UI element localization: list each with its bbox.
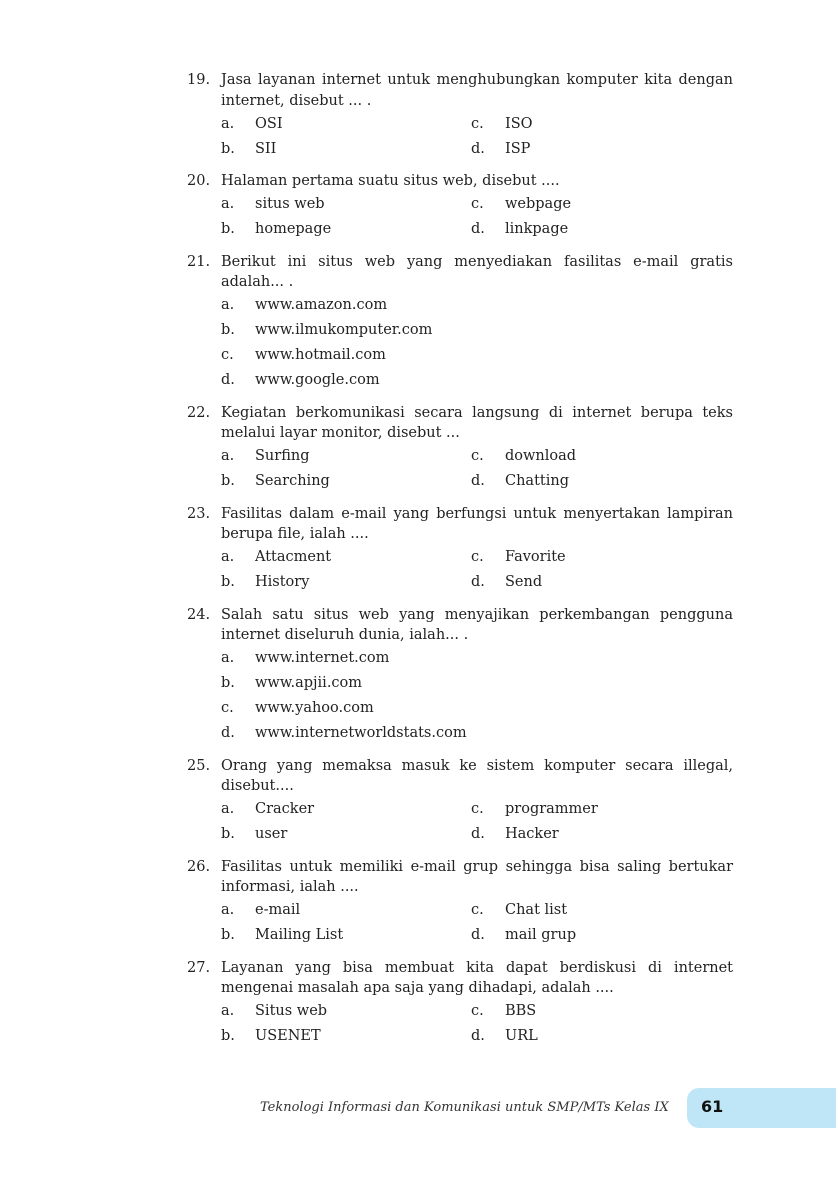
- option-b: b. Mailing List: [221, 927, 344, 943]
- option-b: b. homepage: [221, 221, 332, 237]
- question-23: [187, 504, 733, 595]
- option-d: d. linkpage: [471, 221, 569, 237]
- option-a: a. Cracker: [221, 801, 315, 817]
- question-text: Salah satu situs web yang menyajikan perkembangan pengguna internet diseluruh dunia, ialah... .: [221, 606, 733, 643]
- question-number: 21.: [187, 253, 211, 270]
- question-27: [187, 958, 733, 1049]
- option-d: d. ISP: [471, 140, 531, 157]
- option-c: c. programmer: [471, 801, 598, 817]
- option-a: a. OSI: [221, 115, 283, 132]
- option-b: b. www.apjii.com: [221, 675, 363, 691]
- question-text: Halaman pertama suatu situs web, disebut ....: [221, 173, 560, 189]
- option-d: d. Send: [471, 574, 543, 590]
- option-a: a. e-mail: [221, 902, 301, 918]
- option-d: d. www.internetworldstats.com: [221, 725, 467, 741]
- question-number: 20.: [187, 173, 211, 189]
- question-20: [187, 171, 733, 242]
- question-text: Berikut ini situs web yang menyediakan fasilitas e-mail gratis adalah... .: [221, 253, 733, 290]
- question-text: Jasa layanan internet untuk menghubungkan komputer kita dengan internet, disebut ... .: [221, 72, 733, 109]
- option-c: c. BBS: [471, 1003, 537, 1019]
- question-list: [187, 70, 733, 1059]
- question-25: [187, 756, 733, 847]
- question-number: 22.: [187, 404, 211, 421]
- option-c: c. Favorite: [471, 549, 566, 565]
- option-b: b. user: [221, 826, 288, 842]
- option-b: b. www.ilmukomputer.com: [221, 322, 433, 338]
- question-number: 23.: [187, 505, 211, 522]
- question-text: Orang yang memaksa masuk ke sistem komputer secara illegal, disebut....: [221, 757, 733, 794]
- option-c: c. ISO: [471, 115, 533, 132]
- option-a: a. situs web: [221, 196, 325, 212]
- question-21: [187, 252, 733, 393]
- option-b: b. Searching: [221, 473, 330, 489]
- book-title-footer: Teknologi Informasi dan Komunikasi untuk SMP/MTs Kelas IX: [260, 1100, 669, 1115]
- question-text: Fasilitas untuk memiliki e-mail grup sehingga bisa saling bertukar informasi, ialah ....: [221, 858, 733, 895]
- option-c: c. www.hotmail.com: [221, 347, 386, 363]
- question-24: [187, 605, 733, 746]
- question-number: 26.: [187, 858, 211, 875]
- option-b: b. USENET: [221, 1028, 321, 1044]
- option-a: a. www.internet.com: [221, 650, 390, 666]
- question-number: 25.: [187, 757, 211, 774]
- option-c: c. www.yahoo.com: [221, 700, 374, 716]
- option-b: b. SII: [221, 140, 277, 157]
- option-c: c. webpage: [471, 196, 572, 212]
- option-d: d. Chatting: [471, 473, 569, 489]
- question-number: 24.: [187, 606, 211, 623]
- question-text: Layanan yang bisa membuat kita dapat berdiskusi di internet mengenai masalah apa saja yang dihadapi, adalah ....: [221, 959, 733, 996]
- question-19: [187, 70, 733, 161]
- option-a: a. www.amazon.com: [221, 297, 388, 313]
- option-a: a. Situs web: [221, 1003, 328, 1019]
- question-number: 27.: [187, 959, 211, 976]
- page-number-tab: [687, 1088, 836, 1128]
- option-d: d. URL: [471, 1028, 538, 1044]
- question-26: [187, 857, 733, 948]
- option-a: a. Attacment: [221, 549, 332, 565]
- option-d: d. mail grup: [471, 927, 577, 943]
- option-c: c. download: [471, 448, 577, 464]
- question-text: Fasilitas dalam e-mail yang berfungsi untuk menyertakan lampiran berupa file, ialah ....: [221, 505, 733, 542]
- question-22: [187, 403, 733, 494]
- option-d: d. www.google.com: [221, 372, 380, 388]
- option-b: b. History: [221, 574, 310, 590]
- question-number: 19.: [187, 72, 211, 88]
- option-a: a. Surfing: [221, 448, 310, 464]
- option-d: d. Hacker: [471, 826, 559, 842]
- question-text: Kegiatan berkomunikasi secara langsung di internet berupa teks melalui layar monitor, disebut ...: [221, 404, 733, 441]
- option-c: c. Chat list: [471, 902, 568, 918]
- page-number: 61: [701, 1097, 724, 1116]
